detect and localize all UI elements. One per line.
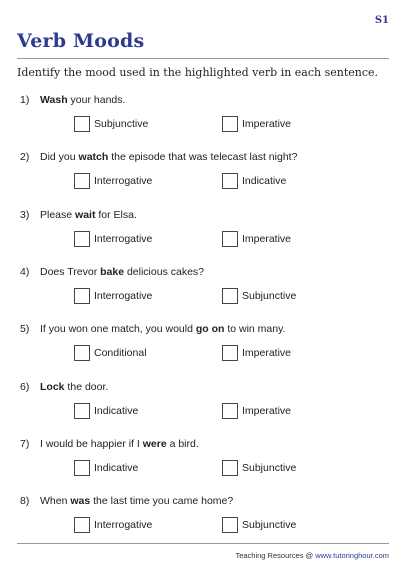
option-label: Interrogative: [94, 232, 153, 245]
sentence-end: a bird.: [166, 437, 199, 450]
checkbox[interactable]: [222, 517, 238, 533]
checkbox[interactable]: [222, 231, 238, 247]
answer-option[interactable]: [222, 402, 291, 420]
question-number: 6): [20, 380, 30, 393]
footer-brand: www.tutoringhour.com: [315, 551, 389, 560]
footer-prefix: Teaching Resources @: [235, 551, 316, 560]
answer-option[interactable]: [222, 230, 291, 248]
answer-option[interactable]: [74, 516, 152, 534]
highlighted-verb: watch: [78, 151, 109, 164]
question-text: [20, 209, 137, 221]
option-label: Imperative: [242, 404, 292, 417]
question-text: [20, 438, 199, 450]
question-text: [20, 151, 297, 163]
option-label: Subjunctive: [94, 118, 149, 130]
checkbox[interactable]: [74, 231, 90, 247]
sheet-code: S1: [374, 15, 389, 26]
sentence-end: the episode that was telecast last night?: [108, 151, 298, 164]
sentence-start: Did you: [40, 151, 79, 164]
page-title: Verb Moods: [17, 30, 145, 52]
answer-option[interactable]: [74, 459, 138, 477]
sentence-end: for Elsa.: [95, 208, 137, 221]
sentence-end: the door.: [64, 380, 109, 393]
option-label: Subjunctive: [242, 461, 297, 474]
sentence-start: If you won one match, you would: [40, 323, 196, 336]
question-number: 2): [20, 151, 30, 164]
checkbox[interactable]: [222, 345, 238, 361]
question-number: 1): [20, 94, 30, 106]
highlighted-verb: go on: [195, 323, 225, 336]
question-text: [20, 323, 286, 335]
instructions: Identify the mood used in the highlighted verb in each sentence.: [17, 66, 379, 79]
question-text: [20, 266, 204, 278]
option-label: Interrogative: [94, 289, 153, 302]
title-divider: [17, 58, 389, 59]
checkbox[interactable]: [74, 403, 90, 419]
highlighted-verb: wait: [75, 208, 96, 221]
question-number: 3): [20, 208, 30, 221]
option-label: Interrogative: [94, 175, 153, 188]
checkbox[interactable]: [74, 517, 90, 533]
highlighted-verb: bake: [100, 265, 125, 278]
footer-divider: [17, 543, 389, 544]
answer-option[interactable]: [74, 344, 147, 362]
question-number: 8): [20, 495, 30, 508]
answer-option[interactable]: [222, 287, 296, 305]
highlighted-verb: was: [70, 495, 91, 508]
sentence-end: delicious cakes?: [124, 265, 205, 278]
answer-option[interactable]: [74, 115, 148, 133]
checkbox[interactable]: [222, 403, 238, 419]
checkbox[interactable]: [222, 116, 238, 132]
answer-option[interactable]: [222, 115, 291, 133]
checkbox[interactable]: [74, 345, 90, 361]
question-text: [20, 94, 125, 106]
checkbox[interactable]: [222, 460, 238, 476]
question-number: 4): [20, 265, 30, 278]
sentence-end: the last time you came home?: [90, 495, 234, 508]
option-label: Subjunctive: [242, 519, 297, 532]
footer: [235, 551, 389, 560]
answer-option[interactable]: [74, 287, 152, 305]
option-label: Conditional: [94, 347, 147, 360]
answer-option[interactable]: [222, 172, 286, 190]
sentence-start: Please: [40, 208, 76, 221]
question-number: 5): [20, 323, 30, 336]
highlighted-verb: Lock: [40, 380, 65, 393]
checkbox[interactable]: [74, 460, 90, 476]
question-number: 7): [20, 437, 30, 450]
option-label: Indicative: [94, 404, 139, 417]
sentence-end: to win many.: [224, 323, 286, 336]
checkbox[interactable]: [74, 173, 90, 189]
option-label: Imperative: [242, 347, 292, 360]
answer-option[interactable]: [74, 230, 152, 248]
option-label: Interrogative: [94, 519, 153, 532]
answer-option[interactable]: [222, 459, 296, 477]
question-text: [20, 495, 233, 507]
option-label: Imperative: [242, 118, 292, 130]
answer-option[interactable]: [222, 516, 296, 534]
highlighted-verb: Wash: [40, 94, 68, 106]
question-text: [20, 381, 108, 393]
answer-option[interactable]: [74, 402, 138, 420]
checkbox[interactable]: [222, 173, 238, 189]
sentence-end: your hands.: [67, 94, 126, 106]
sentence-start: When: [40, 495, 71, 508]
option-label: Indicative: [94, 461, 139, 474]
checkbox[interactable]: [74, 116, 90, 132]
highlighted-verb: were: [142, 437, 167, 450]
checkbox[interactable]: [74, 288, 90, 304]
answer-option[interactable]: [74, 172, 152, 190]
option-label: Indicative: [242, 175, 287, 188]
option-label: Imperative: [242, 232, 292, 245]
sentence-start: I would be happier if I: [40, 437, 143, 450]
sentence-start: Does Trevor: [40, 265, 101, 278]
answer-option[interactable]: [222, 344, 291, 362]
option-label: Subjunctive: [242, 289, 297, 302]
checkbox[interactable]: [222, 288, 238, 304]
